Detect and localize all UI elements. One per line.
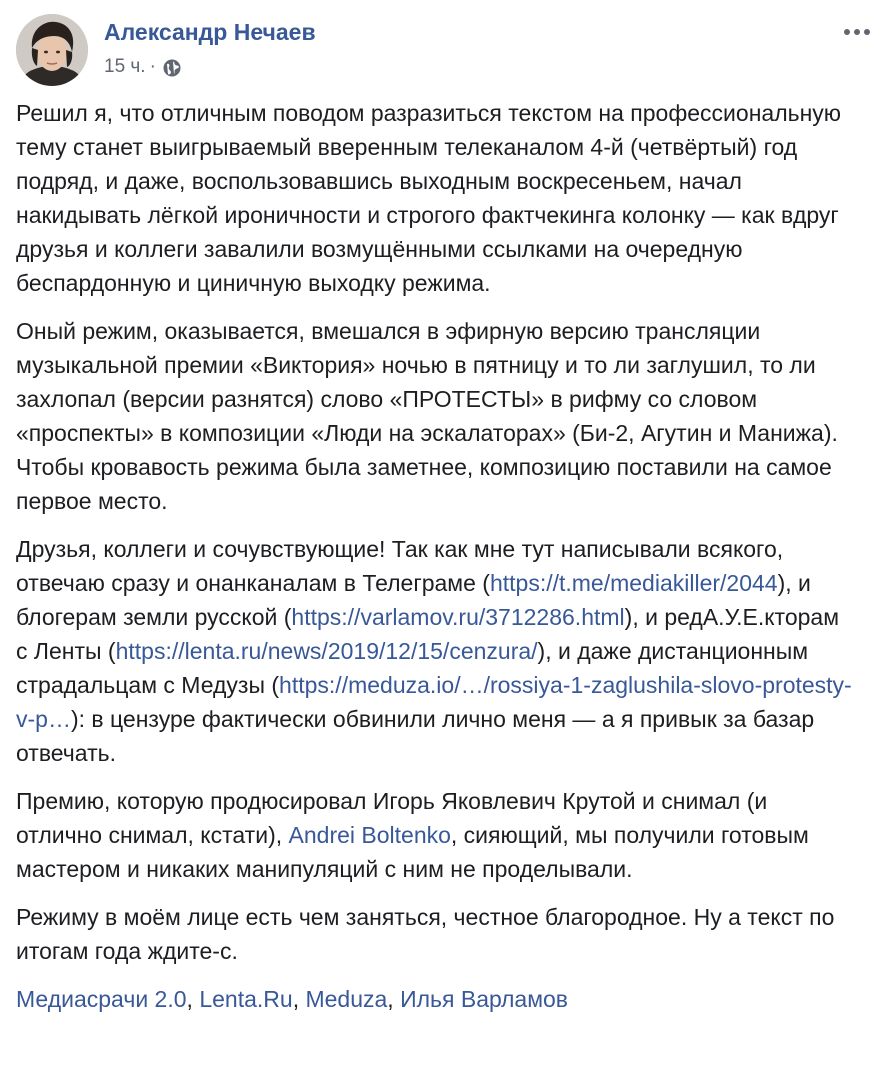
paragraph-3-text-2: ), и блогерам земли русской ( [16, 570, 811, 630]
paragraph-3-text-3: ), и редА.У.Е.кторам с Ленты ( [16, 604, 840, 664]
tag-mediasrachi[interactable]: Медиасрачи 2.0 [16, 986, 187, 1012]
avatar[interactable] [16, 14, 88, 86]
post-header [16, 14, 872, 86]
paragraph-5: Режиму в моём лице есть чем заняться, честное благородное. Ну а текст по итогам года ждите-с. [16, 904, 835, 964]
tag-separator: , [387, 986, 401, 1012]
link-telegram[interactable]: https://t.me/mediakiller/2044 [489, 570, 778, 596]
paragraph-4 [16, 784, 856, 886]
meta-separator: · [149, 56, 156, 77]
paragraph-3-text-4: ), и даже дистанционным страдальцам с Медузы ( [16, 638, 809, 698]
more-options-icon[interactable] [842, 20, 872, 44]
post-meta [104, 56, 182, 78]
paragraph-3-text-5: ): в цензуре фактически обвинили лично меня — а я привык за базар отвечать. [16, 706, 815, 766]
post-timestamp[interactable]: 15 ч. [104, 56, 146, 77]
link-varlamov[interactable]: https://varlamov.ru/3712286.html [291, 604, 625, 630]
tag-lenta-ru[interactable]: Lenta.Ru [199, 986, 293, 1012]
tags-list [16, 982, 856, 1016]
globe-icon[interactable] [162, 58, 182, 78]
paragraph-4-text-2: , сияющий, мы получили готовым мастером и никаких манипуляций с ним не проделывали. [16, 822, 809, 882]
tag-ilya-varlamov[interactable]: Илья Варламов [400, 986, 569, 1012]
tag-separator: , [292, 986, 306, 1012]
author-name[interactable]: Александр Нечаев [104, 19, 316, 45]
paragraph-4-text-1: Премию, которую продюсировал Игорь Яковлевич Крутой и снимал (и отлично снимал, кстати), [16, 788, 768, 848]
paragraph-3 [16, 532, 856, 770]
paragraph-1: Решил я, что отличным поводом разразиться текстом на профессиональную тему станет выигрываемый вверенным телеканалом 4-й (четвёртый) год подряд, и даже, воспользовавшись выходным воскресеньем, начал накидывать лёгкой ироничности и строгого фактчекинга колонку — как вдруг друзья и коллеги завалили возмущёнными ссылками на очередную беспардонную и циничную выходку режима. [16, 100, 842, 296]
tag-separator: , [186, 986, 200, 1012]
paragraph-2: Оный режим, оказывается, вмешался в эфирную версию трансляции музыкальной премии «Виктория» ночью в пятницу и то ли заглушил, то ли захлопал (версии разнятся) слово «ПРОТЕСТЫ» в рифму со словом «проспекты» в композиции «Люди на эскалаторах» (Би-2, Агутин и Манижа). Чтобы кровавость режима была заметнее, композицию поставили на самое первое место. [16, 318, 838, 514]
mention-andrei-boltenko[interactable]: Andrei Boltenko [288, 822, 451, 848]
tag-meduza[interactable]: Meduza [305, 986, 388, 1012]
link-lenta[interactable]: https://lenta.ru/news/2019/12/15/cenzura/ [115, 638, 538, 664]
link-meduza[interactable]: https://meduza.io/…/rossiya-1-zaglushila-slovo-protesty-v-p… [16, 672, 852, 732]
post-content [16, 96, 856, 1016]
paragraph-3-text-1: Друзья, коллеги и сочувствующие! Так как мне тут написывали всякого, отвечаю сразу и онанканалам в Телеграме ( [16, 536, 784, 596]
